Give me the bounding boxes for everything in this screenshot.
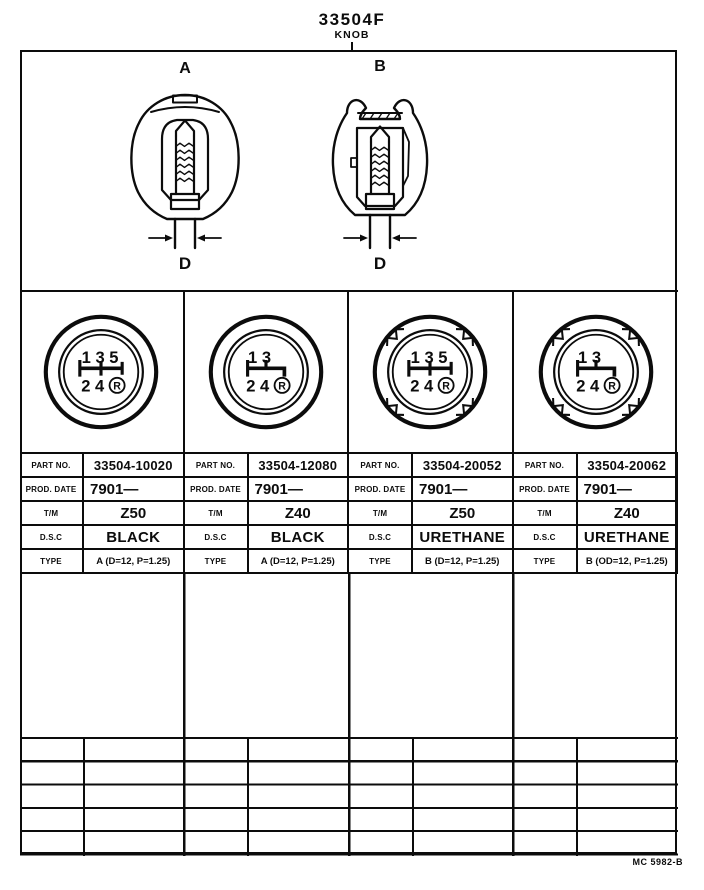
shift-pattern-cell [349,292,514,452]
row-label-part-no: PART NO. [349,454,413,478]
row-label-part-no: PART NO. [514,454,578,478]
svg-text:2 4: 2 4 [245,376,269,396]
part-no-value: 33504-20062 [578,454,679,478]
row-label-tm: T/M [20,502,84,526]
row-label-tm: T/M [185,502,249,526]
variant-a-label: A [179,60,191,77]
tm-value: Z50 [84,502,185,526]
prod-date-value: 7901— [249,478,350,502]
row-label-prod-date: PROD. DATE [185,478,249,502]
tm-value: Z40 [578,502,679,526]
row-label-type: TYPE [349,550,413,574]
row-label-part-no: PART NO. [20,454,84,478]
type-value: B (D=12, P=1.25) [413,550,514,574]
dsc-value: URETHANE [578,526,679,550]
svg-text:R: R [442,380,451,393]
type-value: A (D=12, P=1.25) [249,550,350,574]
dsc-value: BLACK [84,526,185,550]
svg-text:2 4: 2 4 [575,376,599,396]
title-pointer-tick [351,42,353,50]
knob-b-dimension-label: D [373,254,387,273]
row-label-type: TYPE [20,550,84,574]
row-label-prod-date: PROD. DATE [20,478,84,502]
knob-a-dimension-label: D [178,254,192,273]
row-label-tm: T/M [514,502,578,526]
knob-b-side-view-diagram [300,82,460,274]
type-value: A (D=12, P=1.25) [84,550,185,574]
part-no-value: 33504-10020 [84,454,185,478]
shift-pattern-row [20,290,678,452]
prod-date-value: 7901— [413,478,514,502]
row-label-prod-date: PROD. DATE [514,478,578,502]
tm-value: Z40 [249,502,350,526]
svg-text:1 3 5: 1 3 5 [410,347,448,367]
shift-pattern-cell [185,292,350,452]
figure-title: KNOB [334,29,370,41]
row-label-dsc: D.S.C [514,526,578,550]
shift-pattern-4speed-diagram [197,302,335,442]
shift-pattern-5speed-knurled-diagram [361,302,499,442]
document-code: MC 5982-B [632,857,683,867]
svg-text:1 3 5: 1 3 5 [81,347,119,367]
svg-text:2 4: 2 4 [410,376,434,396]
type-value: B (OD=12, P=1.25) [578,550,679,574]
prod-date-value: 7901— [84,478,185,502]
dsc-value: BLACK [249,526,350,550]
row-label-type: TYPE [514,550,578,574]
row-label-type: TYPE [185,550,249,574]
svg-text:2 4: 2 4 [81,376,105,396]
shift-pattern-cell [514,292,679,452]
svg-text:1 3: 1 3 [247,347,271,367]
tm-value: Z50 [413,502,514,526]
prod-date-value: 7901— [578,478,679,502]
svg-text:R: R [278,380,286,393]
part-no-value: 33504-12080 [249,454,350,478]
variant-b-label: B [374,58,386,75]
row-label-tm: T/M [349,502,413,526]
row-label-part-no: PART NO. [185,454,249,478]
shift-pattern-5speed-diagram [32,302,170,442]
row-label-prod-date: PROD. DATE [349,478,413,502]
svg-text:1 3: 1 3 [577,347,601,367]
row-label-dsc: D.S.C [185,526,249,550]
svg-text:R: R [113,380,122,393]
row-label-dsc: D.S.C [20,526,84,550]
dsc-value: URETHANE [413,526,514,550]
svg-text:R: R [608,380,616,393]
part-no-value: 33504-20052 [413,454,514,478]
shift-pattern-cell [20,292,185,452]
knob-a-side-view-diagram [105,82,265,274]
empty-notes-grid [20,737,678,856]
row-label-dsc: D.S.C [349,526,413,550]
empty-column-section [20,574,678,737]
shift-pattern-4speed-knurled-diagram [527,302,665,442]
figure-code: 33504F [318,10,386,29]
parts-spec-table [20,452,678,574]
